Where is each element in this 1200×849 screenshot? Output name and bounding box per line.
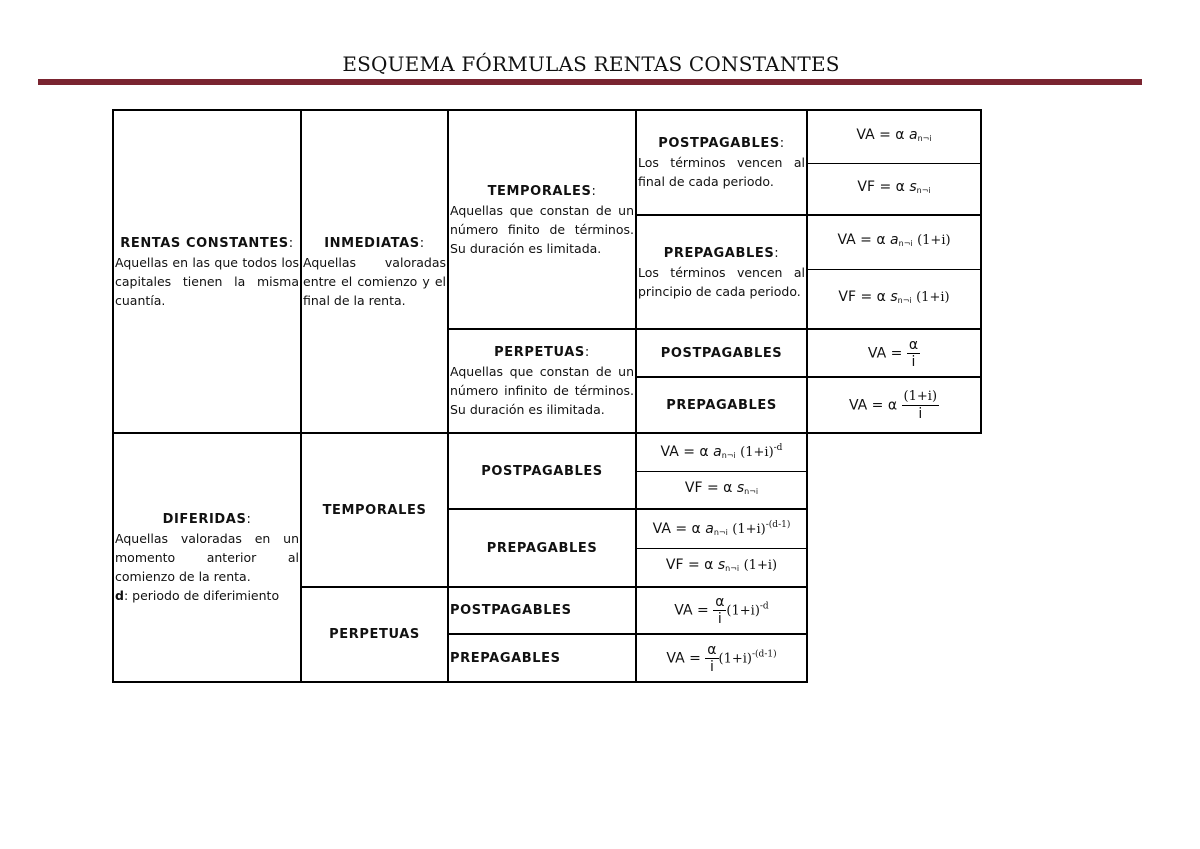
rentas-constantes-description: Aquellas en las que todos los capitales tienen la misma cuantía. — [115, 254, 299, 308]
postpagables-description: Los términos vencen al final de cada periodo. — [638, 155, 805, 189]
formula-va-postpagable-diferida: VA = α $a_{n\neg i}$ $(1+i)^{-d}$ — [636, 433, 807, 471]
page-title: ESQUEMA FÓRMULAS RENTAS CONSTANTES — [342, 52, 840, 76]
diferidas-cell: DIFERIDAS: Aquellas valoradas en un momento anterior al comienzo de la renta. d: periodo de diferimiento — [113, 433, 301, 682]
formula-va-postpagable-perpetua-diferida: VA = $\frac{\alpha}{i}$ $(1+i)^{-d}$ — [636, 587, 807, 634]
formula-scheme-table — [112, 109, 982, 683]
temporales-description: Aquellas que constan de un número finito de términos. Su duración es limitada. — [450, 202, 634, 256]
diferidas-temporales-heading: TEMPORALES — [301, 433, 448, 587]
d-definition: d: periodo de diferimiento — [115, 588, 280, 603]
fraction: $\frac{(1+i)}{i}$ — [903, 388, 938, 422]
diferidas-heading: DIFERIDAS — [162, 512, 247, 527]
formula-va-prepagable-temporal: VA = α $a_{n\neg i}$ (1+i) — [807, 215, 981, 269]
diferidas-description: Aquellas valoradas en un momento anterior al comienzo de la renta. — [115, 531, 299, 584]
formula-va-prepagable-diferida: VA = α $a_{n\neg i}$ $(1+i)^{-(d-1)}$ — [636, 509, 807, 548]
title-rule — [38, 79, 1142, 85]
diferidas-perpetuas-heading: PERPETUAS — [301, 587, 448, 682]
formula-va-postpagable-temporal: VA = α $a_{n\neg i}$ — [807, 110, 981, 163]
inm-temp-prepagables-cell: PREPAGABLES: Los términos vencen al principio de cada periodo. — [636, 215, 807, 329]
fraction: $\frac{\alpha}{i}$ — [908, 336, 919, 370]
inmediatas-temporales-cell: TEMPORALES: Aquellas que constan de un número finito de términos. Su duración es limitada. — [448, 110, 636, 329]
inm-temp-postpagables-cell: POSTPAGABLES: Los términos vencen al final de cada periodo. — [636, 110, 807, 215]
inmediatas-cell: INMEDIATAS: Aquellas valoradas entre el comienzo y el final de la renta. — [301, 110, 448, 433]
formula-vf-postpagable-temporal: VF = α $s_{n\neg i}$ — [807, 163, 981, 215]
formula-vf-prepagable-diferida: VF = α $s_{n\neg i}$ (1+i) — [636, 548, 807, 587]
formula-vf-postpagable-diferida: VF = α $s_{n\neg i}$ — [636, 471, 807, 509]
formula-vf-prepagable-temporal: VF = α $s_{n\neg i}$ (1+i) — [807, 269, 981, 329]
dif-perp-prepagables-label: PREPAGABLES — [448, 634, 636, 682]
dif-perp-postpagables-label: POSTPAGABLES — [448, 587, 636, 634]
temporales-heading: TEMPORALES — [487, 183, 592, 199]
inmediatas-perpetuas-cell: PERPETUAS: Aquellas que constan de un número infinito de términos. Su duración es ilimitada. — [448, 329, 636, 433]
rentas-constantes-heading: RENTAS CONSTANTES — [120, 235, 289, 251]
perpetuas-heading: PERPETUAS — [494, 345, 585, 360]
inmediatas-heading: INMEDIATAS — [324, 235, 420, 251]
prepagables-description: Los términos vencen al principio de cada periodo. — [638, 264, 805, 299]
inmediatas-description: Aquellas valoradas entre el comienzo y el final de la renta. — [303, 254, 446, 308]
fraction: $\frac{\alpha}{i}$ — [715, 594, 725, 627]
formula-va-postpagable-perpetua: VA = $\frac{\alpha}{i}$ — [807, 329, 981, 377]
postpagables-heading: POSTPAGABLES — [658, 136, 780, 151]
perpetuas-description: Aquellas que constan de un número infinito de términos. Su duración es ilimitada. — [450, 364, 634, 417]
fraction: $\frac{\alpha}{i}$ — [707, 641, 717, 675]
formula-va-prepagable-perpetua: VA = α $\frac{(1+i)}{i}$ — [807, 377, 981, 433]
dif-temp-prepagables-label: PREPAGABLES — [448, 509, 636, 587]
dif-temp-postpagables-label: POSTPAGABLES — [448, 433, 636, 509]
inm-perp-postpagables-label: POSTPAGABLES — [636, 329, 807, 377]
prepagables-heading: PREPAGABLES — [663, 245, 775, 261]
inm-perp-prepagables-label: PREPAGABLES — [636, 377, 807, 433]
rentas-constantes-cell: RENTAS CONSTANTES: Aquellas en las que todos los capitales tienen la misma cuantía. — [113, 110, 301, 433]
formula-va-prepagable-perpetua-diferida: VA = $\frac{\alpha}{i}$ $(1+i)^{-(d-1)}$ — [636, 634, 807, 682]
